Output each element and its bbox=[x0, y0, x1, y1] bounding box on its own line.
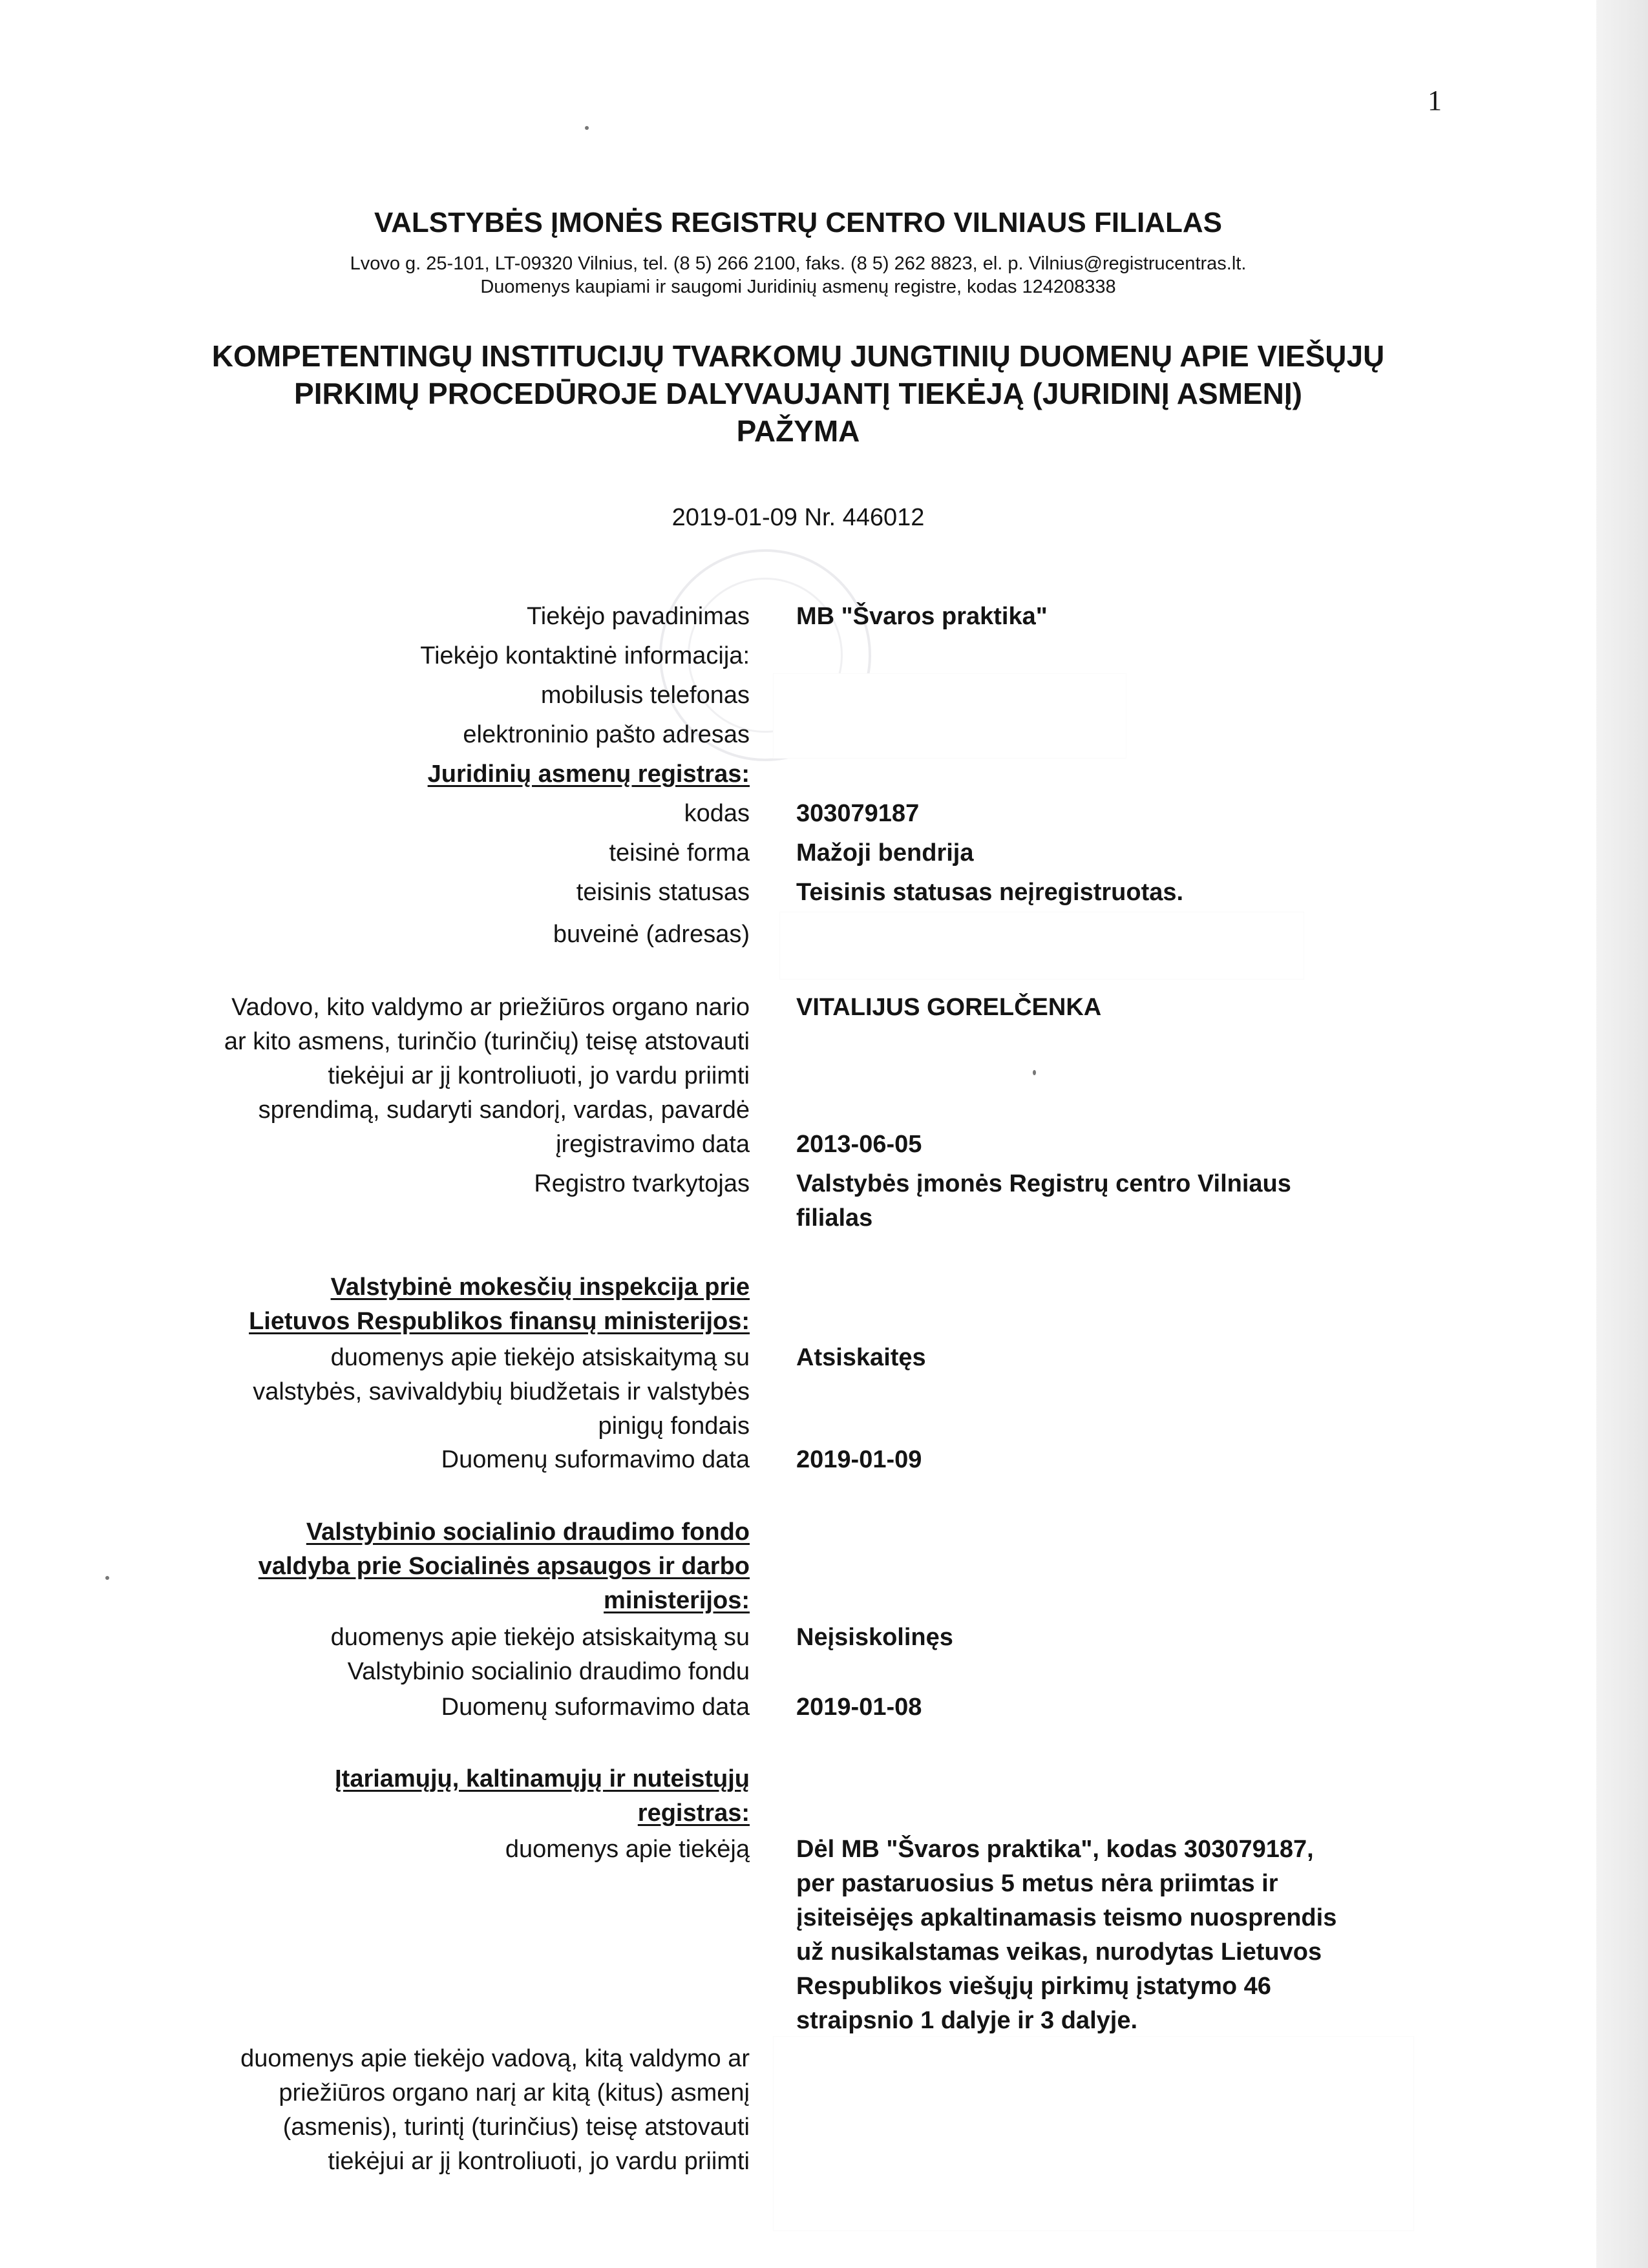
section-heading bbox=[97, 1515, 750, 1618]
heading-line: valdyba prie Socialinės apsaugos ir darbo bbox=[258, 1553, 750, 1580]
field-label bbox=[97, 2042, 750, 2179]
field-label: teisinė forma bbox=[609, 839, 750, 866]
field-value: Mažoji bendrija bbox=[796, 839, 974, 866]
redaction-contact bbox=[774, 674, 1126, 758]
field-value bbox=[796, 1167, 1391, 1235]
value-line: filialas bbox=[796, 1204, 873, 1232]
field-value: 303079187 bbox=[796, 800, 920, 827]
field-label: elektroninio pašto adresas bbox=[463, 721, 750, 748]
heading-line: Lietuvos Respublikos finansų ministerijos: bbox=[249, 1308, 750, 1335]
field-value: 2013-06-05 bbox=[796, 1131, 922, 1158]
scan-edge-shadow bbox=[1596, 0, 1648, 2268]
label-line: Vadovo, kito valdymo ar priežiūros organo nario bbox=[231, 994, 750, 1021]
redaction-address bbox=[780, 912, 1304, 979]
scan-speck bbox=[1033, 1070, 1036, 1075]
scan-speck bbox=[105, 1576, 109, 1580]
field-value: VITALIJUS GORELČENKA bbox=[796, 994, 1102, 1021]
value-line: Dėl MB "Švaros praktika", kodas 303079187, bbox=[796, 1836, 1314, 1863]
field-value: Teisinis statusas neįregistruotas. bbox=[796, 879, 1184, 906]
value-line: Respublikos viešųjų pirkimų įstatymo 46 bbox=[796, 1973, 1271, 2000]
label-line: priežiūros organo narį ar kitą (kitus) asmenį bbox=[279, 2079, 750, 2106]
section-heading bbox=[97, 1762, 750, 1831]
field-value: Neįsiskolinęs bbox=[796, 1624, 953, 1651]
register-info: Duomenys kaupiami ir saugomi Juridinių asmenų registre, kodas 124208338 bbox=[480, 277, 1116, 297]
label-line: tiekėjui ar jį kontroliuoti, jo vardu priimti bbox=[328, 1062, 750, 1089]
label-line: ar kito asmens, turinčio (turinčių) teisę atstovauti bbox=[224, 1028, 750, 1055]
field-value: 2019-01-08 bbox=[796, 1694, 922, 1721]
section-heading: Juridinių asmenų registras: bbox=[427, 761, 750, 788]
section-heading bbox=[97, 1270, 750, 1339]
field-label bbox=[97, 1341, 750, 1444]
heading-line: Valstybinė mokesčių inspekcija prie bbox=[330, 1274, 750, 1301]
label-line: duomenys apie tiekėjo atsiskaitymą su bbox=[330, 1344, 750, 1371]
field-label: Tiekėjo pavadinimas bbox=[527, 603, 750, 630]
field-value: MB "Švaros praktika" bbox=[796, 603, 1048, 630]
field-label bbox=[97, 991, 750, 1128]
label-line: tiekėjui ar jį kontroliuoti, jo vardu priimti bbox=[328, 2148, 750, 2175]
label-line: duomenys apie tiekėjo atsiskaitymą su bbox=[330, 1624, 750, 1651]
value-line: už nusikalstamas veikas, nurodytas Lietuvos bbox=[796, 1938, 1322, 1966]
field-label: Duomenų suformavimo data bbox=[441, 1446, 750, 1473]
value-line: Valstybės įmonės Registrų centro Vilniaus bbox=[796, 1170, 1291, 1197]
value-line: per pastaruosius 5 metus nėra priimtas ir bbox=[796, 1870, 1278, 1897]
heading-line: Įtariamųjų, kaltinamųjų ir nuteistųjų bbox=[335, 1765, 750, 1792]
field-label bbox=[97, 1621, 750, 1689]
title-line-2: PIRKIMŲ PROCEDŪROJE DALYVAUJANTĮ TIEKĖJĄ (JURIDINĮ ASMENĮ) bbox=[294, 377, 1302, 410]
field-label: mobilusis telefonas bbox=[540, 682, 750, 709]
field-label: kodas bbox=[684, 800, 750, 827]
heading-line: ministerijos: bbox=[604, 1587, 750, 1614]
title-line-3: PAŽYMA bbox=[736, 414, 860, 448]
field-value: 2019-01-09 bbox=[796, 1446, 922, 1473]
field-label: teisinis statusas bbox=[576, 879, 750, 906]
title-line-1: KOMPETENTINGŲ INSTITUCIJŲ TVARKOMŲ JUNGTINIŲ DUOMENŲ APIE VIEŠŲJŲ bbox=[211, 339, 1385, 373]
field-label: Registro tvarkytojas bbox=[534, 1170, 750, 1197]
scan-speck bbox=[585, 126, 589, 130]
page-number: 1 bbox=[1428, 85, 1442, 116]
heading-line: registras: bbox=[637, 1800, 750, 1827]
redaction-manager-data bbox=[774, 2037, 1413, 2231]
label-line: (asmenis), turintį (turinčius) teisę atstovauti bbox=[282, 2114, 750, 2141]
field-label: Duomenų suformavimo data bbox=[441, 1694, 750, 1721]
field-label: įregistravimo data bbox=[556, 1131, 750, 1158]
value-line: straipsnio 1 dalyje ir 3 dalyje. bbox=[796, 2007, 1138, 2034]
organization-address: Lvovo g. 25-101, LT-09320 Vilnius, tel. (8 5) 266 2100, faks. (8 5) 262 8823, el. p. Vilnius@registrucentras.lt. bbox=[350, 253, 1247, 274]
field-value bbox=[796, 1832, 1391, 2038]
heading-line: Valstybinio socialinio draudimo fondo bbox=[306, 1518, 750, 1546]
label-line: duomenys apie tiekėjo vadovą, kitą valdymo ar bbox=[240, 2045, 750, 2072]
field-label: Tiekėjo kontaktinė informacija: bbox=[420, 642, 750, 669]
document-date-number: 2019-01-09 Nr. 446012 bbox=[671, 504, 925, 531]
organization-name: VALSTYBĖS ĮMONĖS REGISTRŲ CENTRO VILNIAUS FILIALAS bbox=[374, 207, 1222, 238]
label-line: pinigų fondais bbox=[598, 1412, 750, 1440]
value-line: įsiteisėjęs apkaltinamasis teismo nuosprendis bbox=[796, 1904, 1337, 1931]
label-line: sprendimą, sudaryti sandorį, vardas, pavardė bbox=[258, 1097, 750, 1124]
label-line: valstybės, savivaldybių biudžetais ir valstybės bbox=[253, 1378, 750, 1405]
document-title bbox=[0, 337, 1596, 450]
field-label: buveinė (adresas) bbox=[553, 921, 750, 948]
field-value: Atsiskaitęs bbox=[796, 1344, 926, 1371]
label-line: Valstybinio socialinio draudimo fondu bbox=[347, 1658, 750, 1685]
field-label: duomenys apie tiekėją bbox=[505, 1836, 750, 1863]
